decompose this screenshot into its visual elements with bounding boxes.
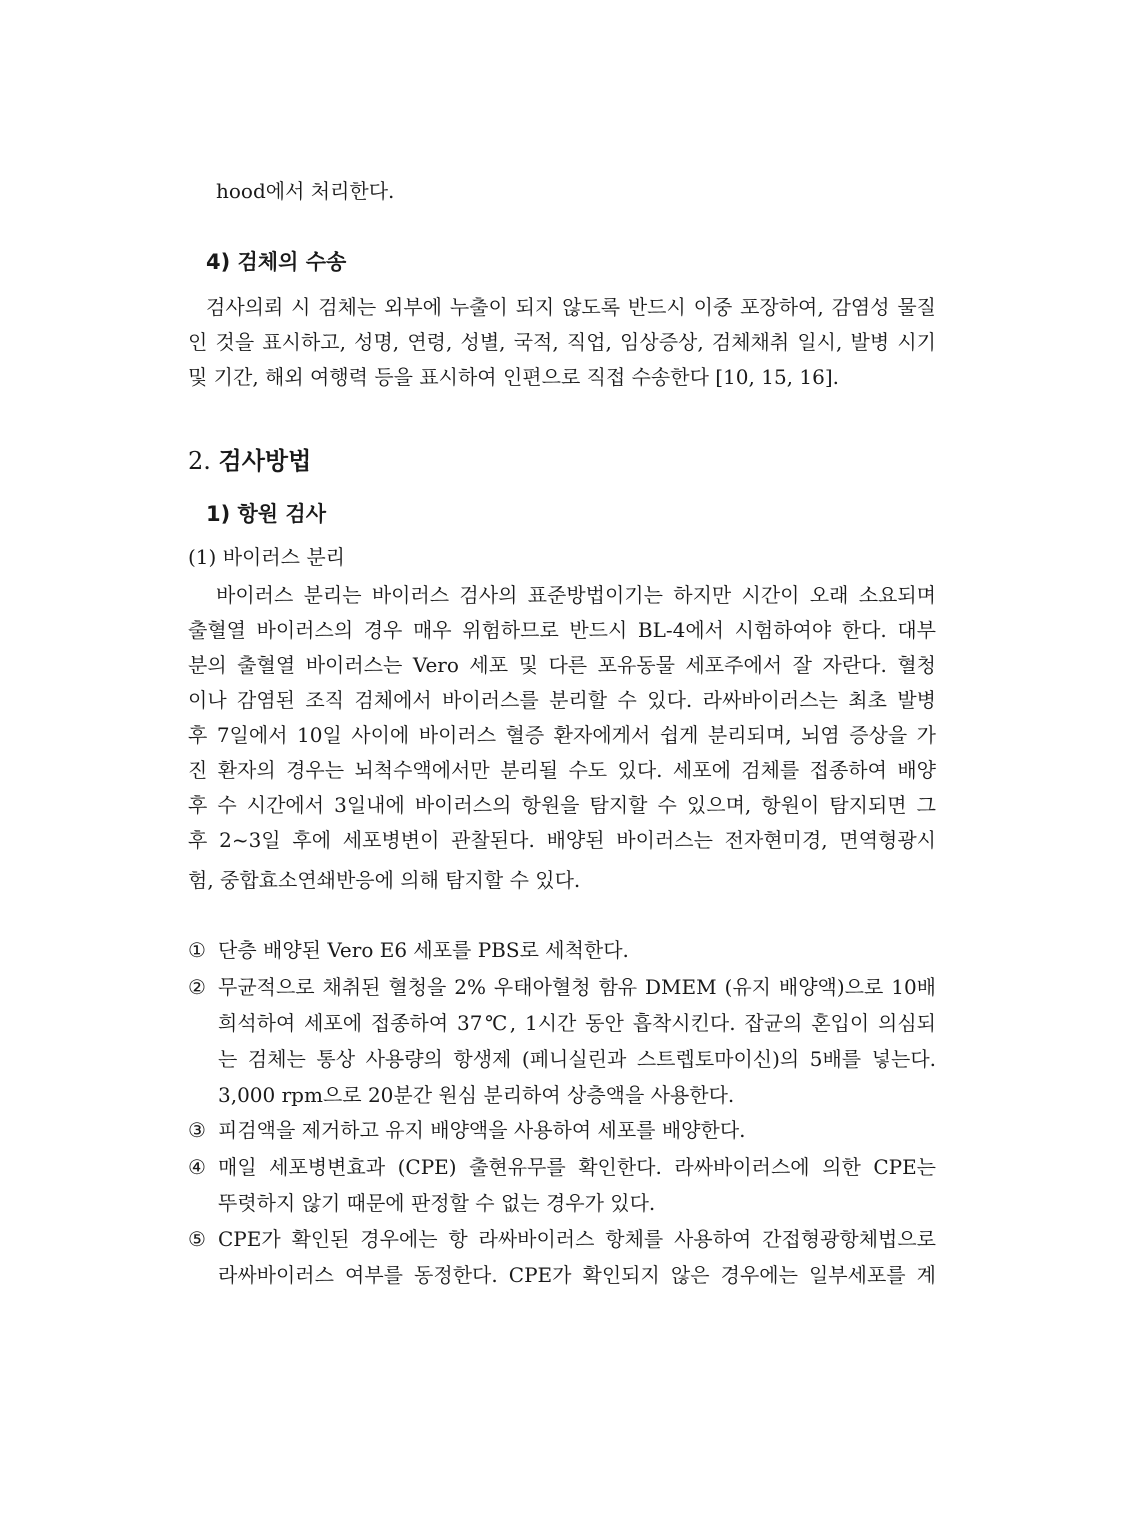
item-heading-virus-isolation: (1) 바이러스 분리 [188,545,345,569]
subsection-heading-specimen-transport: 4) 검체의 수송 [206,250,347,274]
step-marker: ⑤ [188,1227,206,1251]
step-text-line: CPE가 확인된 경우에는 항 라싸바이러스 항체를 사용하여 간접형광항체법으로 [218,1227,936,1251]
step-text-line: 는 검체는 통상 사용량의 항생제 (페니실린과 스트렙토마이신)의 5배를 넣는다. [218,1047,936,1071]
paragraph-line: 후 2~3일 후에 세포병변이 관찰된다. 배양된 바이러스는 전자현미경, 면역형광시 [188,828,936,852]
paragraph-line: 바이러스 분리는 바이러스 검사의 표준방법이기는 하지만 시간이 오래 소요되며 [216,583,936,607]
step-text-line: 3,000 rpm으로 20분간 원심 분리하여 상층액을 사용한다. [218,1083,735,1107]
continuation-text: hood에서 처리한다. [216,179,395,203]
subsection-heading-antigen-test: 1) 항원 검사 [206,502,326,526]
step-text-line: 매일 세포병변효과 (CPE) 출현유무를 확인한다. 라싸바이러스에 의한 CPE는 [218,1155,936,1179]
step-marker: ① [188,938,206,962]
paragraph-line: 후 수 시간에서 3일내에 바이러스의 항원을 탐지할 수 있으며, 항원이 탐지되면 그 [188,793,936,817]
paragraph-line: 이나 감염된 조직 검체에서 바이러스를 분리할 수 있다. 라싸바이러스는 최초 발병 [188,688,936,712]
step-marker: ③ [188,1118,206,1142]
paragraph-line: 인 것을 표시하고, 성명, 연령, 성별, 국적, 직업, 임상증상, 검체채취 일시, 발병 시기 [188,330,936,354]
paragraph-line: 검사의뢰 시 검체는 외부에 누출이 되지 않도록 반드시 이중 포장하여, 감염성 물질 [206,295,936,319]
section-number: 2. [188,447,211,475]
paragraph-line: 및 기간, 해외 여행력 등을 표시하여 인편으로 직접 수송한다 [10, 15, 16]. [188,365,839,389]
step-marker: ④ [188,1155,206,1179]
step-text-line: 라싸바이러스 여부를 동정한다. CPE가 확인되지 않은 경우에는 일부세포를 계 [218,1263,936,1287]
step-marker: ② [188,975,206,999]
step-text-line: 희석하여 세포에 접종하여 37℃, 1시간 동안 흡착시킨다. 잡균의 혼입이 의심되 [218,1011,936,1035]
step-text-line: 뚜렷하지 않기 때문에 판정할 수 없는 경우가 있다. [218,1191,656,1215]
step-text-line: 단층 배양된 Vero E6 세포를 PBS로 세척한다. [218,938,629,962]
section-heading-test-methods [188,443,311,479]
section-title: 검사방법 [218,447,312,475]
paragraph-line: 분의 출혈열 바이러스는 Vero 세포 및 다른 포유동물 세포주에서 잘 자란다. 혈청 [188,653,936,677]
paragraph-line: 후 7일에서 10일 사이에 바이러스 혈증 환자에게서 쉽게 분리되며, 뇌염 증상을 가 [188,723,936,747]
paragraph-line: 진 환자의 경우는 뇌척수액에서만 분리될 수도 있다. 세포에 검체를 접종하여 배양 [188,758,936,782]
paragraph-line: 험, 중합효소연쇄반응에 의해 탐지할 수 있다. [188,868,581,892]
step-text-line: 피검액을 제거하고 유지 배양액을 사용하여 세포를 배양한다. [218,1118,746,1142]
paragraph-line: 출혈열 바이러스의 경우 매우 위험하므로 반드시 BL-4에서 시험하여야 한다. 대부 [188,618,936,642]
step-text-line: 무균적으로 채취된 혈청을 2% 우태아혈청 함유 DMEM (유지 배양액)으로 10배 [218,975,936,999]
